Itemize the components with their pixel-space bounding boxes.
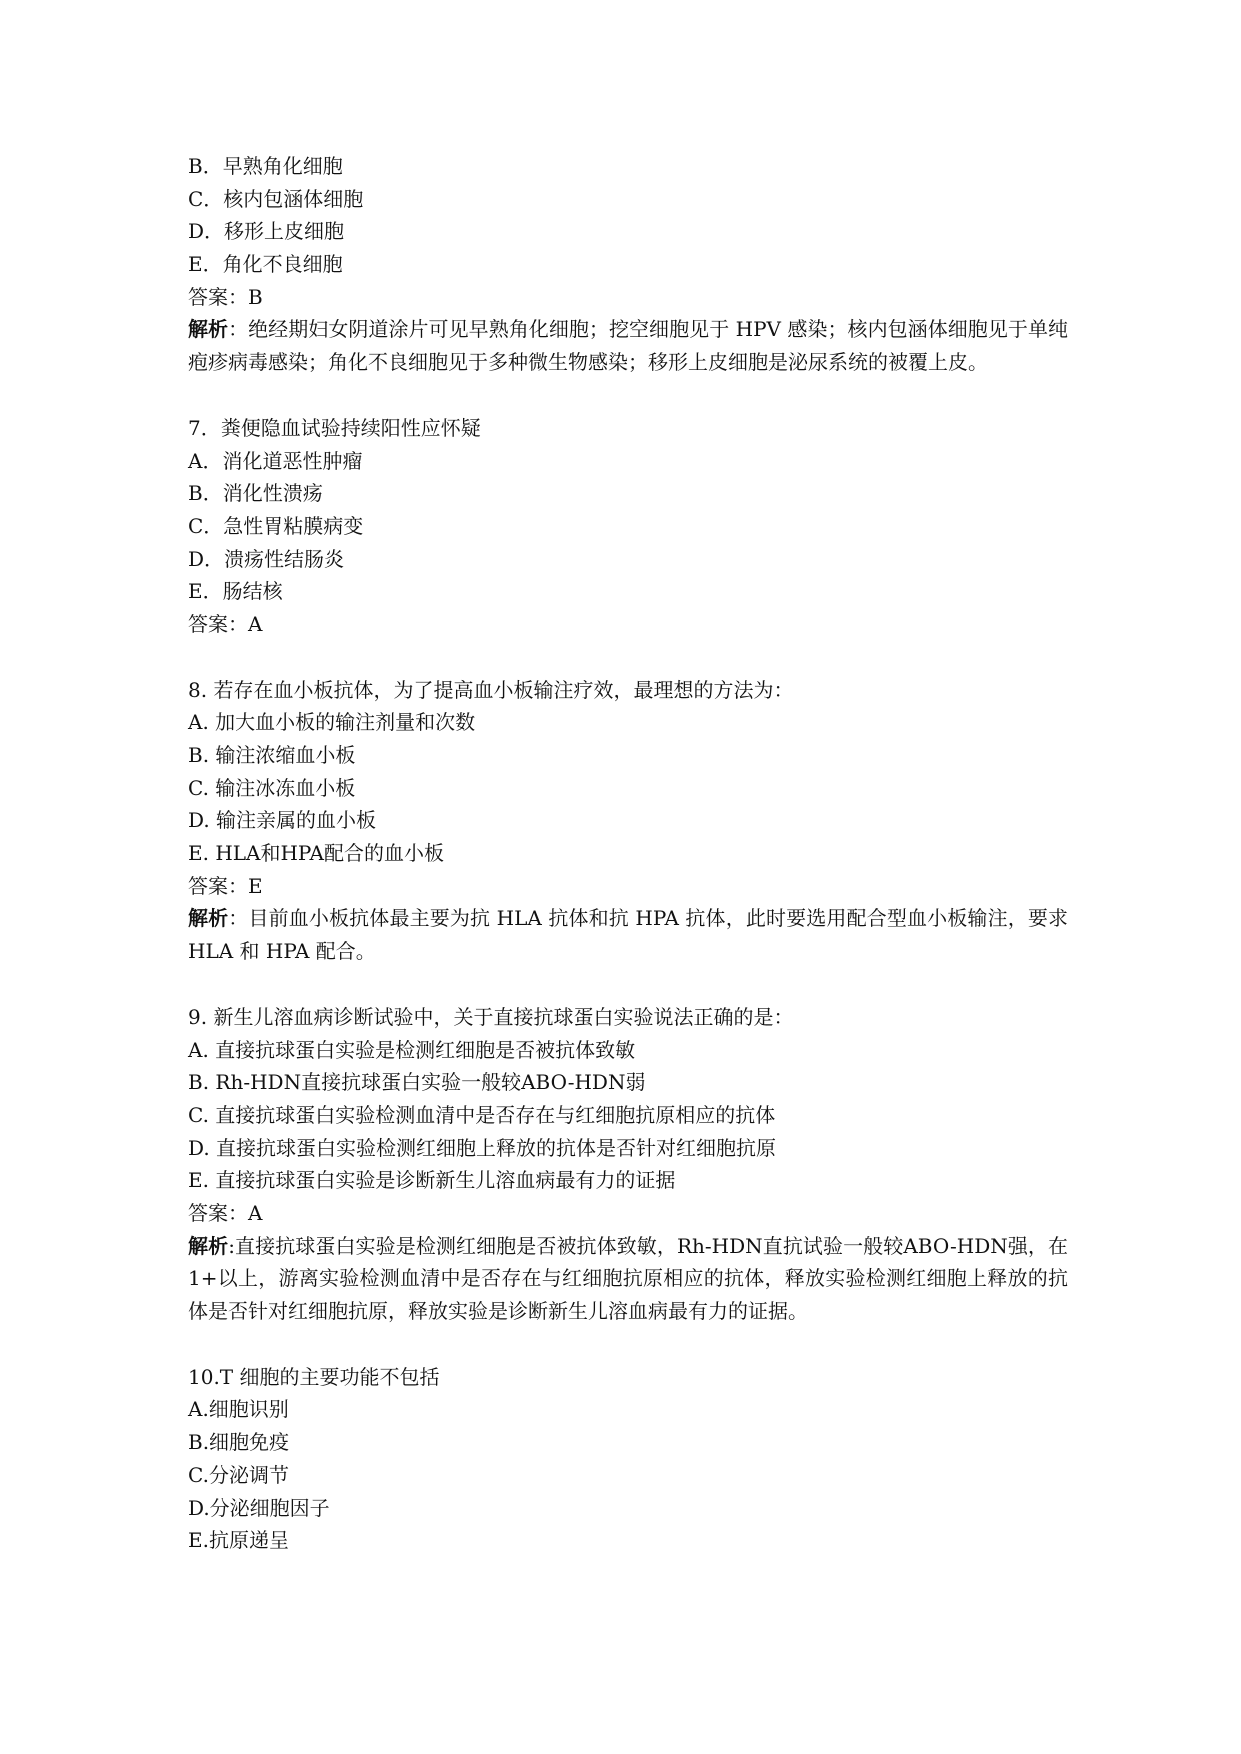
option-d: D.分泌细胞因子 <box>188 1495 330 1520</box>
analysis-label: 解析 <box>188 906 229 931</box>
option-e: E．肠结核 <box>188 579 283 604</box>
option-e: E. HLA和HPA配合的血小板 <box>188 841 444 866</box>
option-e: E．角化不良细胞 <box>188 252 343 277</box>
spacer <box>188 641 1068 674</box>
analysis-text: :直接抗球蛋白实验是检测红细胞是否被抗体致敏，Rh-HDN直抗试验一般较ABO-HDN强，在1+以上，游离实验检测血清中是否存在与红细胞抗原相应的抗体，释放实验检测红细胞上释放的抗体是否针对红细胞抗原，释放实验是诊断新生儿溶血病最有力的证据。 <box>188 1233 1068 1324</box>
option-c: C.分泌调节 <box>188 1462 289 1487</box>
option-d: D. 输注亲属的血小板 <box>188 808 377 833</box>
question-10 <box>188 1361 1068 1557</box>
option-c: C．急性胃粘膜病变 <box>188 513 364 538</box>
option-c: C. 输注冰冻血小板 <box>188 775 356 800</box>
option-e: E.抗原递呈 <box>188 1528 289 1553</box>
analysis-text: ：绝经期妇女阴道涂片可见早熟角化细胞；挖空细胞见于 HPV 感染；核内包涵体细胞见于单纯疱疹病毒感染；角化不良细胞见于多种微生物感染；移形上皮细胞是泌尿系统的被覆上皮。 <box>188 317 1068 375</box>
option-b: B.细胞免疫 <box>188 1430 290 1455</box>
question-stem: 9. 新生儿溶血病诊断试验中，关于直接抗球蛋白实验说法正确的是： <box>188 1004 794 1029</box>
spacer <box>188 968 1068 1001</box>
question-stem: 10.T 细胞的主要功能不包括 <box>188 1364 440 1389</box>
answer: 答案：A <box>188 1201 263 1225</box>
option-d: D. 直接抗球蛋白实验检测红细胞上释放的抗体是否针对红细胞抗原 <box>188 1135 777 1160</box>
document-page <box>188 150 1068 1557</box>
option-a: A.细胞识别 <box>188 1397 289 1422</box>
answer: 答案：B <box>188 284 263 309</box>
question-stem: 7．粪便隐血试验持续阳性应怀疑 <box>188 415 481 440</box>
option-a: A. 加大血小板的输注剂量和次数 <box>188 710 476 735</box>
option-d: D．溃疡性结肠炎 <box>188 546 345 571</box>
option-c: C．核内包涵体细胞 <box>188 186 364 211</box>
analysis-text: ：目前血小板抗体最主要为抗 HLA 抗体和抗 HPA 抗体，此时要选用配合型血小板输注，要求 HLA 和 HPA 配合。 <box>188 906 1069 964</box>
option-b: B. Rh-HDN直接抗球蛋白实验一般较ABO-HDN弱 <box>188 1070 646 1095</box>
option-c: C. 直接抗球蛋白实验检测血清中是否存在与红细胞抗原相应的抗体 <box>188 1102 776 1127</box>
analysis <box>188 902 1068 967</box>
option-a: A．消化道恶性肿瘤 <box>188 448 363 473</box>
option-a: A. 直接抗球蛋白实验是检测红细胞是否被抗体致敏 <box>188 1037 636 1062</box>
analysis-label: 解析 <box>188 1233 229 1258</box>
analysis <box>188 313 1068 378</box>
option-e: E. 直接抗球蛋白实验是诊断新生儿溶血病最有力的证据 <box>188 1168 676 1193</box>
option-b: B．消化性溃疡 <box>188 481 323 506</box>
question-8 <box>188 674 1068 968</box>
option-b: B. 输注浓缩血小板 <box>188 743 356 768</box>
question-7 <box>188 412 1068 641</box>
analysis-label: 解析 <box>188 317 229 342</box>
answer: 答案：A <box>188 611 263 636</box>
option-b: B．早熟角化细胞 <box>188 154 343 178</box>
answer: 答案：E <box>188 873 263 898</box>
question-6-tail <box>188 150 1068 379</box>
analysis <box>188 1230 1068 1328</box>
question-stem: 8. 若存在血小板抗体，为了提高血小板输注疗效，最理想的方法为： <box>188 677 794 702</box>
question-9 <box>188 1001 1068 1328</box>
spacer <box>188 379 1068 412</box>
spacer <box>188 1328 1068 1361</box>
option-d: D．移形上皮细胞 <box>188 219 345 244</box>
